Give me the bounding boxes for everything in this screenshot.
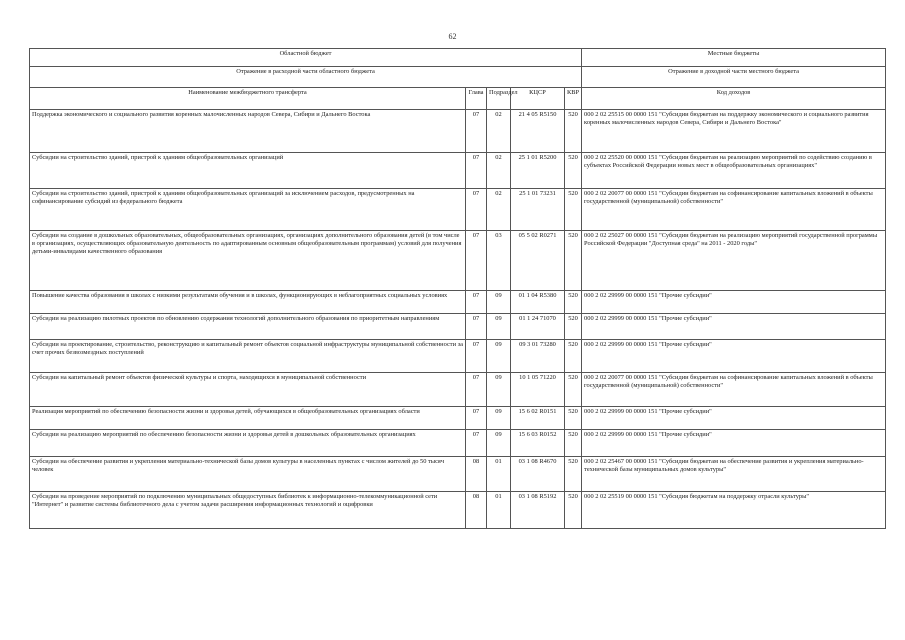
kvr-cell: 520 <box>565 314 582 340</box>
income-code-cell: 000 2 02 25515 00 0000 151 "Субсидии бюджетам на поддержку экономического и социального развития коренных малочисленных народов Севера, Сибири и Дальнего Востока" <box>582 110 886 153</box>
local-budgets-header: Местные бюджеты <box>582 49 886 67</box>
kvr-cell: 520 <box>565 340 582 373</box>
podrazdel-cell: 02 <box>487 153 511 189</box>
kcsr-cell: 21 4 05 R5150 <box>511 110 565 153</box>
kvr-cell: 520 <box>565 110 582 153</box>
table-row <box>30 110 886 153</box>
kvr-cell: 520 <box>565 407 582 430</box>
podrazdel-cell: 09 <box>487 373 511 407</box>
transfer-name-cell: Субсидии на реализацию пилотных проектов по обновлению содержания технологий дополнительного образования по приоритетным направлениям <box>30 314 466 340</box>
kcsr-cell: 15 6 02 R0151 <box>511 407 565 430</box>
glava-cell: 07 <box>466 407 487 430</box>
transfers-table <box>29 48 886 529</box>
table-row <box>30 314 886 340</box>
glava-cell: 07 <box>466 291 487 314</box>
column-header-glava: Глава <box>466 88 487 110</box>
transfer-name-cell: Поддержка экономического и социального развития коренных малочисленных народов Севера, Сибири и Дальнего Востока <box>30 110 466 153</box>
transfer-name-cell: Субсидии на строительство зданий, пристрой к зданиям общеобразовательных организаций <box>30 153 466 189</box>
podrazdel-cell: 01 <box>487 457 511 492</box>
kvr-cell: 520 <box>565 457 582 492</box>
kvr-cell: 520 <box>565 373 582 407</box>
kvr-cell: 520 <box>565 189 582 231</box>
podrazdel-cell: 03 <box>487 231 511 291</box>
table-row <box>30 291 886 314</box>
podrazdel-cell: 01 <box>487 492 511 529</box>
table-row <box>30 189 886 231</box>
income-code-cell: 000 2 02 29999 00 0000 151 "Прочие субсидии" <box>582 314 886 340</box>
transfer-name-cell: Субсидии на обеспечение развития и укрепления материально-технической базы домов культуры в населенных пунктах с числом жителей до 50 тысяч человек <box>30 457 466 492</box>
transfer-name-cell: Субсидии на проектирование, строительство, реконструкцию и капитальный ремонт объектов социальной инфраструктуры муниципальной собственности за счет прочих безвозмездных поступлений <box>30 340 466 373</box>
glava-cell: 07 <box>466 314 487 340</box>
income-code-cell: 000 2 02 29999 00 0000 151 "Прочие субсидии" <box>582 340 886 373</box>
kvr-cell: 520 <box>565 291 582 314</box>
local-reflection-header: Отражение в доходной части местного бюджета <box>582 67 886 88</box>
column-header-kvr: КВР <box>565 88 582 110</box>
podrazdel-cell: 02 <box>487 110 511 153</box>
kcsr-cell: 15 6 03 R0152 <box>511 430 565 457</box>
glava-cell: 07 <box>466 110 487 153</box>
column-header-podrazdel: Подраздел <box>487 88 511 110</box>
transfer-name-cell: Субсидии на капитальный ремонт объектов физической культуры и спорта, находящихся в муниципальной собственности <box>30 373 466 407</box>
income-code-cell: 000 2 02 25520 00 0000 151 "Субсидии бюджетам на реализацию мероприятий по содействию созданию в субъектах Российской Федерации новых мест в общеобразовательных организациях" <box>582 153 886 189</box>
transfer-name-cell: Повышение качества образования в школах с низкими результатами обучения и в школах, функционирующих в неблагоприятных социальных условиях <box>30 291 466 314</box>
table-row <box>30 231 886 291</box>
transfer-name-cell: Реализация мероприятий по обеспечению безопасности жизни и здоровья детей, обучающихся в общеобразовательных организациях области <box>30 407 466 430</box>
glava-cell: 07 <box>466 231 487 291</box>
transfer-name-cell: Субсидии на реализацию мероприятий по обеспечению безопасности жизни и здоровья детей в дошкольных образовательных организациях <box>30 430 466 457</box>
podrazdel-cell: 02 <box>487 189 511 231</box>
podrazdel-cell: 09 <box>487 340 511 373</box>
transfer-name-cell: Субсидии на создание в дошкольных образовательных, общеобразовательных организациях, организациях дополнительного образования детей (в том числе в организациях, осуществляющих образовательную деятельность по адаптированным основным общеобразовательным программам) условий для получения детьми-инвалидами качественного образования <box>30 231 466 291</box>
page-number: 62 <box>448 32 457 41</box>
kcsr-cell: 25 1 01 R5200 <box>511 153 565 189</box>
kcsr-cell: 03 1 08 R4670 <box>511 457 565 492</box>
glava-cell: 07 <box>466 153 487 189</box>
kvr-cell: 520 <box>565 430 582 457</box>
regional-budget-header: Областной бюджет <box>30 49 582 67</box>
kcsr-cell: 25 1 01 73231 <box>511 189 565 231</box>
glava-cell: 07 <box>466 340 487 373</box>
column-header-kod: Код доходов <box>582 88 886 110</box>
transfer-name-cell: Субсидии на строительство зданий, пристрой к зданиям общеобразовательных организаций за исключением расходов, предусмотренных на софинансирование субсидий из федерального бюджета <box>30 189 466 231</box>
table-row <box>30 457 886 492</box>
income-code-cell: 000 2 02 29999 00 0000 151 "Прочие субсидии" <box>582 430 886 457</box>
income-code-cell: 000 2 02 25027 00 0000 151 "Субсидии бюджетам на реализацию мероприятий государственной программы Российской Федерации "Доступная среда" на 2011 - 2020 годы" <box>582 231 886 291</box>
table-row <box>30 407 886 430</box>
glava-cell: 07 <box>466 373 487 407</box>
regional-reflection-header: Отражение в расходной части областного бюджета <box>30 67 582 88</box>
table-row <box>30 430 886 457</box>
kvr-cell: 520 <box>565 492 582 529</box>
table-row <box>30 153 886 189</box>
podrazdel-cell: 09 <box>487 407 511 430</box>
glava-cell: 07 <box>466 430 487 457</box>
podrazdel-cell: 09 <box>487 314 511 340</box>
glava-cell: 07 <box>466 189 487 231</box>
kcsr-cell: 09 3 01 73280 <box>511 340 565 373</box>
podrazdel-cell: 09 <box>487 291 511 314</box>
column-header-kcsr: КЦСР <box>511 88 565 110</box>
kcsr-cell: 01 1 04 R5380 <box>511 291 565 314</box>
kcsr-cell: 05 5 02 R0271 <box>511 231 565 291</box>
income-code-cell: 000 2 02 25519 00 0000 151 "Субсидия бюджетам на поддержку отрасли культуры" <box>582 492 886 529</box>
table-row <box>30 492 886 529</box>
kvr-cell: 520 <box>565 231 582 291</box>
kcsr-cell: 01 1 24 71070 <box>511 314 565 340</box>
kcsr-cell: 03 1 08 R5192 <box>511 492 565 529</box>
glava-cell: 08 <box>466 492 487 529</box>
glava-cell: 08 <box>466 457 487 492</box>
income-code-cell: 000 2 02 20077 00 0000 151 "Субсидии бюджетам на софинансирование капитальных вложений в объекты государственной (муниципальной) собственности" <box>582 373 886 407</box>
income-code-cell: 000 2 02 20077 00 0000 151 "Субсидии бюджетам на софинансирование капитальных вложений в объекты государственной (муниципальной) собственности" <box>582 189 886 231</box>
income-code-cell: 000 2 02 29999 00 0000 151 "Прочие субсидии" <box>582 407 886 430</box>
kvr-cell: 520 <box>565 153 582 189</box>
income-code-cell: 000 2 02 25467 00 0000 151 "Субсидии бюджетам на обеспечение развития и укрепления материально-технической базы муниципальных домов культуры" <box>582 457 886 492</box>
table-row <box>30 373 886 407</box>
column-header-name: Наименование межбюджетного трансферта <box>30 88 466 110</box>
income-code-cell: 000 2 02 29999 00 0000 151 "Прочие субсидии" <box>582 291 886 314</box>
transfer-name-cell: Субсидии на проведение мероприятий по подключению муниципальных общедоступных библиотек к информационно-телекоммуникационной сети "Интернет" и развитие системы библиотечного дела с учетом задачи расширения информационных технологий и оцифровки <box>30 492 466 529</box>
podrazdel-cell: 09 <box>487 430 511 457</box>
table-row <box>30 340 886 373</box>
kcsr-cell: 10 1 05 71220 <box>511 373 565 407</box>
